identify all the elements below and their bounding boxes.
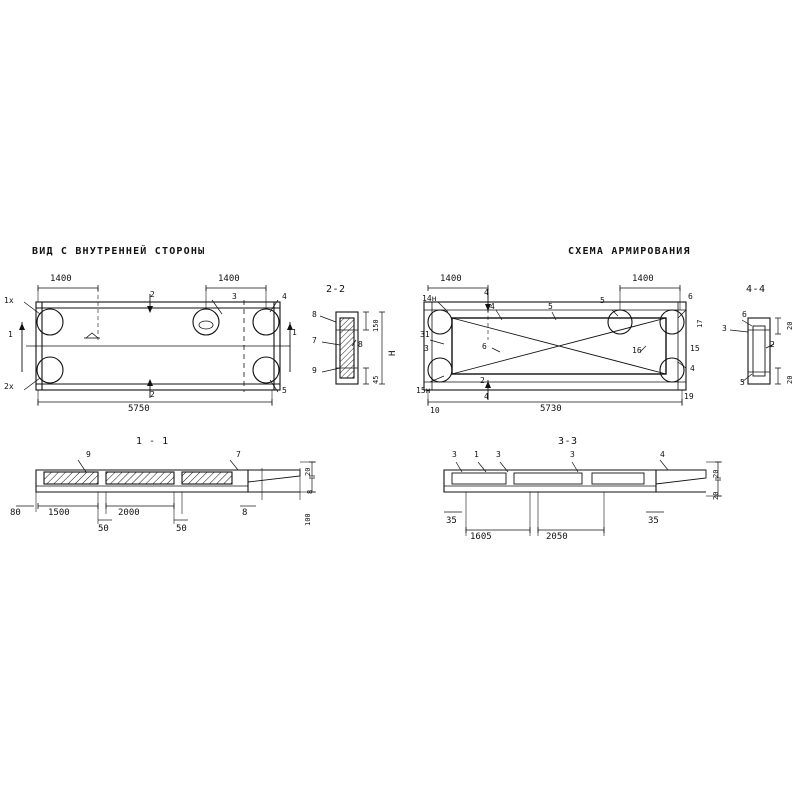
rf-mark-2: 6 [482,342,487,351]
s33-dim-20-bottom: 20 [712,491,720,500]
dim-1400-left: 1400 [50,274,72,284]
rf-dim-1400-left: 1400 [440,274,462,284]
s33-dim-1605: 1605 [470,532,492,542]
s33-dim-2050: 2050 [546,532,568,542]
s33-dim-35-left: 35 [446,516,457,526]
mark-4: 4 [282,292,287,301]
rf-mark-10b: 19 [684,392,694,401]
rf-mark-10: 10 [430,406,440,415]
s33-mark-4: 4 [660,450,665,459]
rf-mark-15n: 15н [416,386,431,395]
s33-mark-1: 1 [474,450,479,459]
dim-1400-right: 1400 [218,274,240,284]
mark-5: 5 [282,386,287,395]
section-call-2-bottom: 2 [150,390,155,399]
rf-mark-17: 6 [688,292,693,301]
rf-mark-3: 3 [424,344,429,353]
rf-mark-5: 5 [548,302,553,311]
s44-dim-20-top: 20 [786,321,794,330]
s44-mark-5: 5 [740,378,745,387]
s11-dim-100: 100 [304,513,312,526]
title-section-1-1: 1 - 1 [136,436,169,447]
title-section-4-4: 4-4 [746,284,766,295]
s11-mark-9: 9 [86,450,91,459]
view-section-3-3 [444,460,722,536]
mark-1x: 1x [4,296,14,305]
s22-dim-H: H [388,350,398,356]
section-call-2-top: 2 [150,290,155,299]
rf-mark-14n: 14н [422,294,437,303]
s22-dim-150: 150 [372,319,380,332]
mark-1: 1 [8,330,13,339]
s11-dim-1500: 1500 [48,508,70,518]
section-call-1-right: 1 [292,328,297,337]
s44-mark-2: 2 [770,340,775,349]
rf-mark-6: 4 [490,302,495,311]
s11-dim-8: 8 [242,508,248,518]
s11-dim-2000: 2000 [118,508,140,518]
mark-3: 3 [232,292,237,301]
title-inner-side: ВИД С ВНУТРЕННЕЙ СТОРОНЫ [32,246,206,257]
s33-mark-3b: 3 [496,450,501,459]
rf-section-call-4-top: 4 [484,288,489,297]
s22-mark-8b: 8 [358,340,363,349]
rf-mark-15: 17 [696,319,704,328]
s33-dim-20-top: 20 [712,469,720,478]
mark-2x: 2x [4,382,14,391]
rf-dim-5730: 5730 [540,404,562,414]
s11-dim-8b: 8 [306,489,314,494]
s33-mark-3a: 3 [452,450,457,459]
s11-dim-50-b: 50 [176,524,187,534]
s11-dim-80: 80 [10,508,21,518]
dim-5750-total: 5750 [128,404,150,414]
rf-mark-6b: 16 [632,346,642,355]
rf-section-call-4-bottom: 4 [484,392,489,401]
rf-mark-16: 5 [600,296,605,305]
title-reinforcement: СХЕМА АРМИРОВАНИЯ [568,246,691,257]
rf-mark-4: 15 [690,344,700,353]
s33-dim-35-right: 35 [648,516,659,526]
s22-dim-45: 45 [372,375,380,384]
rf-dim-1400-right: 1400 [632,274,654,284]
view-section-4-4 [730,318,781,384]
s44-mark-6: 6 [742,310,747,319]
s22-mark-7: 7 [312,336,317,345]
view-reinforcement [424,285,686,406]
s44-dim-20-bottom: 20 [786,375,794,384]
s33-mark-3c: 3 [570,450,575,459]
title-section-3-3: 3-3 [558,436,578,447]
rf-mark-19: 4 [690,364,695,373]
s44-mark-3: 3 [722,324,727,333]
s22-mark-8: 8 [312,310,317,319]
rf-mark-5b: 2 [480,376,485,385]
s11-dim-50-a: 50 [98,524,109,534]
title-section-2-2: 2-2 [326,284,346,295]
view-inner-side [19,285,293,406]
s22-mark-9: 9 [312,366,317,375]
s11-mark-7: 7 [236,450,241,459]
rf-mark-31: 31 [420,330,430,339]
s11-dim-20: 20 [304,467,312,476]
